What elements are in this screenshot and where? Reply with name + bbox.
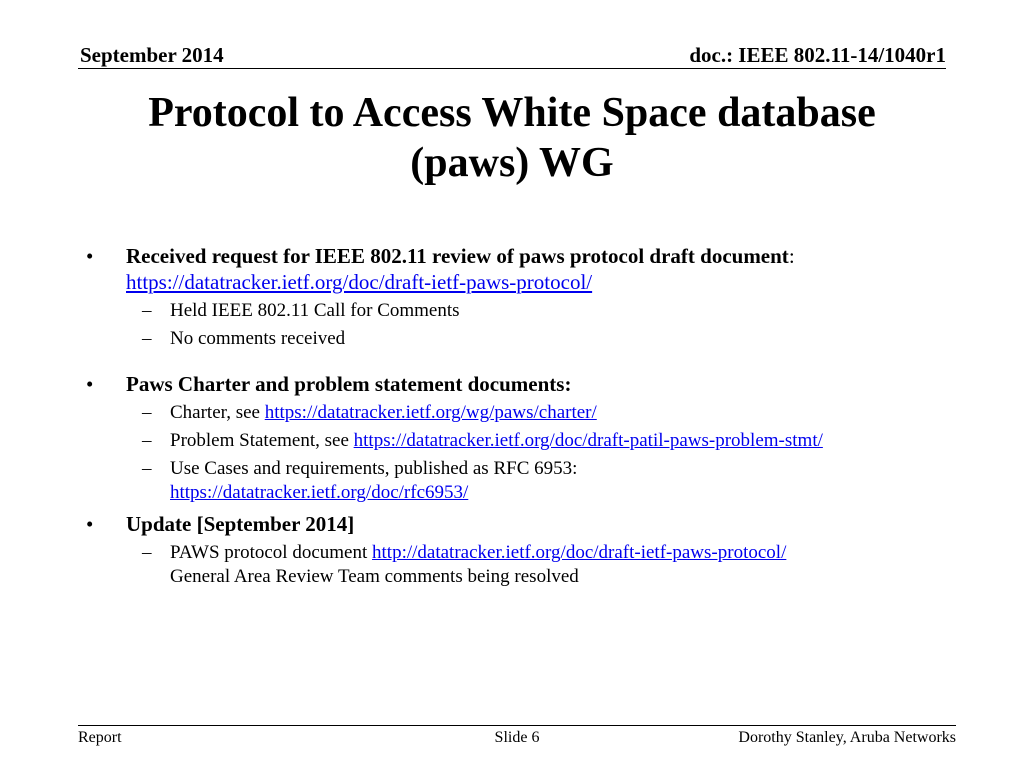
sub-bullet-paws-protocol xyxy=(86,541,966,589)
title-line-2: (paws) WG xyxy=(410,140,614,186)
sub-bullet-text-continued: General Area Review Team comments being resolved xyxy=(170,566,579,587)
link-paws-protocol-draft[interactable]: https://datatracker.ietf.org/doc/draft-ietf-paws-protocol/ xyxy=(126,270,593,294)
sub-bullet-text: Problem Statement, see xyxy=(170,430,354,451)
bullet-icon: • xyxy=(86,372,94,396)
bullet-icon: • xyxy=(86,512,94,536)
header-doc-id: doc.: IEEE 802.11-14/1040r1 xyxy=(689,43,946,67)
sub-bullet-text: No comments received xyxy=(170,328,346,349)
sub-bullet-charter xyxy=(86,401,966,425)
header-rule xyxy=(78,68,946,69)
dash-icon: – xyxy=(142,300,152,321)
footer-rule xyxy=(78,725,956,726)
sub-bullet-use-cases xyxy=(86,457,966,505)
sub-bullet-call-for-comments xyxy=(86,299,966,323)
slide-title xyxy=(60,88,964,188)
sub-bullet-text: Use Cases and requirements, published as RFC 6953: xyxy=(170,458,578,479)
title-line-1: Protocol to Access White Space database xyxy=(148,90,876,136)
bullet-charter-docs xyxy=(86,371,966,397)
slide-body xyxy=(86,243,966,589)
dash-icon: – xyxy=(142,402,152,423)
footer-slide-number: Slide 6 xyxy=(494,729,540,746)
sub-bullet-problem-statement xyxy=(86,429,966,453)
bullet-review-request-text: Received request for IEEE 802.11 review of paws protocol draft document xyxy=(126,244,789,268)
dash-icon: – xyxy=(142,542,152,563)
sub-bullet-no-comments xyxy=(86,327,966,351)
link-problem-statement[interactable]: https://datatracker.ietf.org/doc/draft-patil-paws-problem-stmt/ xyxy=(353,430,823,451)
dash-icon: – xyxy=(142,430,152,451)
link-paws-protocol-http[interactable]: http://datatracker.ietf.org/doc/draft-ietf-paws-protocol/ xyxy=(372,542,787,563)
bullet-review-request-colon: : xyxy=(788,244,795,268)
header-date: September 2014 xyxy=(80,43,224,67)
sub-bullet-text: Held IEEE 802.11 Call for Comments xyxy=(170,300,460,321)
sub-bullet-text: Charter, see xyxy=(170,402,265,423)
footer-report: Report xyxy=(78,729,122,746)
bullet-update-text: Update [September 2014] xyxy=(126,512,355,536)
dash-icon: – xyxy=(142,458,152,479)
link-rfc6953[interactable]: https://datatracker.ietf.org/doc/rfc6953/ xyxy=(170,482,469,503)
footer-author: Dorothy Stanley, Aruba Networks xyxy=(738,729,956,746)
sub-bullet-text: PAWS protocol document xyxy=(170,542,373,563)
dash-icon: – xyxy=(142,328,152,349)
bullet-review-request xyxy=(86,243,966,295)
bullet-update xyxy=(86,511,966,537)
link-paws-charter[interactable]: https://datatracker.ietf.org/wg/paws/charter/ xyxy=(264,402,597,423)
bullet-charter-docs-text: Paws Charter and problem statement documents: xyxy=(126,372,572,396)
bullet-icon: • xyxy=(86,244,94,268)
